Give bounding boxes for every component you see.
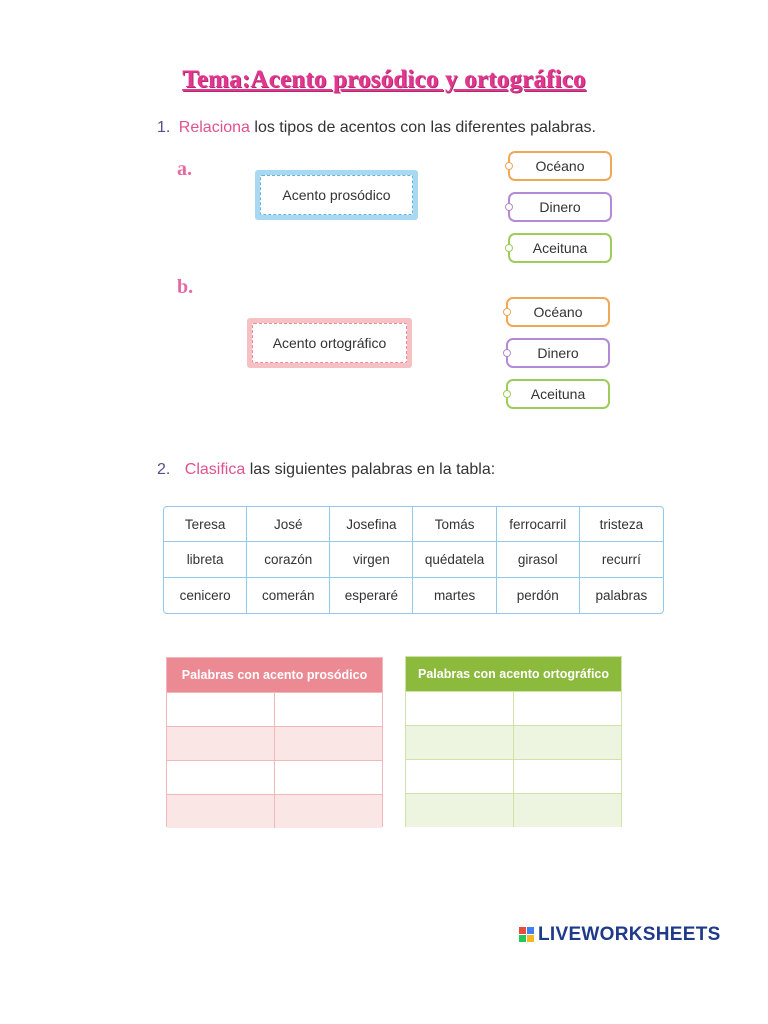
word-cell: esperaré bbox=[330, 578, 413, 613]
connector-dot-icon[interactable] bbox=[505, 203, 513, 211]
option-b-aceituna[interactable] bbox=[506, 379, 610, 409]
option-a-oceano[interactable] bbox=[508, 151, 612, 181]
liveworksheets-logo[interactable] bbox=[519, 924, 721, 946]
table-prosodico-header: Palabras con acento prosódico bbox=[167, 658, 382, 692]
table-row bbox=[167, 760, 382, 794]
drop-cell[interactable] bbox=[275, 727, 382, 760]
table-row bbox=[406, 691, 621, 725]
section-a-letter: a. bbox=[177, 158, 192, 180]
liveworksheets-wordmark: LIVEWORKSHEETS bbox=[538, 924, 721, 945]
option-label: Océano bbox=[535, 158, 585, 174]
question-1-number: 1. bbox=[157, 119, 171, 136]
option-label: Aceituna bbox=[530, 386, 586, 402]
option-label: Aceituna bbox=[532, 240, 588, 256]
connector-dot-icon[interactable] bbox=[505, 162, 513, 170]
table-row bbox=[406, 725, 621, 759]
connector-dot-icon[interactable] bbox=[505, 244, 513, 252]
question-2 bbox=[157, 461, 495, 479]
word-cell: Tomás bbox=[413, 507, 496, 542]
drop-cell[interactable] bbox=[167, 727, 275, 760]
word-cell: virgen bbox=[330, 542, 413, 577]
drop-cell[interactable] bbox=[275, 761, 382, 794]
question-2-text: las siguientes palabras en la tabla: bbox=[245, 461, 496, 478]
table-ortografico bbox=[405, 656, 622, 827]
accent-prosodico-label: Acento prosódico bbox=[260, 175, 413, 215]
option-label: Dinero bbox=[539, 199, 581, 215]
table-row bbox=[167, 692, 382, 726]
accent-ortografico-label: Acento ortográfico bbox=[252, 323, 407, 363]
option-b-dinero[interactable] bbox=[506, 338, 610, 368]
drop-cell[interactable] bbox=[406, 726, 514, 759]
option-a-aceituna[interactable] bbox=[508, 233, 612, 263]
drop-cell[interactable] bbox=[514, 760, 621, 793]
drop-cell[interactable] bbox=[406, 794, 514, 827]
table-prosodico bbox=[166, 657, 383, 827]
table-row bbox=[167, 726, 382, 760]
question-1-text: los tipos de acentos con las diferentes palabras. bbox=[249, 119, 596, 136]
connector-dot-icon[interactable] bbox=[503, 308, 511, 316]
word-cell: martes bbox=[413, 578, 496, 613]
drop-cell[interactable] bbox=[514, 794, 621, 827]
word-cell: José bbox=[247, 507, 330, 542]
accent-prosodico-box[interactable] bbox=[255, 170, 418, 220]
word-cell: libreta bbox=[164, 542, 247, 577]
drop-cell[interactable] bbox=[167, 795, 275, 828]
page-title: Tema:Acento prosódico y ortográfico bbox=[182, 66, 586, 93]
word-cell: corazón bbox=[247, 542, 330, 577]
drop-cell[interactable] bbox=[167, 761, 275, 794]
table-row bbox=[167, 794, 382, 828]
drop-cell[interactable] bbox=[167, 693, 275, 726]
word-cell: Josefina bbox=[330, 507, 413, 542]
word-cell: Teresa bbox=[164, 507, 247, 542]
question-1 bbox=[157, 119, 596, 137]
option-b-oceano[interactable] bbox=[506, 297, 610, 327]
section-b-letter: b. bbox=[177, 276, 194, 298]
question-2-verb: Clasifica bbox=[184, 461, 246, 478]
drop-cell[interactable] bbox=[275, 693, 382, 726]
drop-cell[interactable] bbox=[275, 795, 382, 828]
table-ortografico-header: Palabras con acento ortográfico bbox=[406, 657, 621, 691]
question-1-verb: Relaciona bbox=[178, 119, 250, 136]
liveworksheets-icon bbox=[519, 927, 535, 943]
option-a-dinero[interactable] bbox=[508, 192, 612, 222]
word-cell: ferrocarril bbox=[497, 507, 580, 542]
drop-cell[interactable] bbox=[406, 692, 514, 725]
word-cell: tristeza bbox=[580, 507, 663, 542]
table-row bbox=[406, 793, 621, 827]
table-row bbox=[406, 759, 621, 793]
question-2-number: 2. bbox=[157, 461, 171, 478]
word-cell: recurrí bbox=[580, 542, 663, 577]
option-label: Océano bbox=[533, 304, 583, 320]
word-cell: quédatela bbox=[413, 542, 496, 577]
word-cell: perdón bbox=[497, 578, 580, 613]
accent-ortografico-box[interactable] bbox=[247, 318, 412, 368]
word-cell: girasol bbox=[497, 542, 580, 577]
drop-cell[interactable] bbox=[406, 760, 514, 793]
word-cell: palabras bbox=[595, 587, 648, 603]
option-label: Dinero bbox=[537, 345, 579, 361]
connector-dot-icon[interactable] bbox=[503, 349, 511, 357]
word-cell: cenicero bbox=[164, 578, 247, 613]
word-cell: comerán bbox=[247, 578, 330, 613]
connector-dot-icon[interactable] bbox=[503, 390, 511, 398]
words-table bbox=[163, 506, 664, 614]
drop-cell[interactable] bbox=[514, 692, 621, 725]
drop-cell[interactable] bbox=[514, 726, 621, 759]
